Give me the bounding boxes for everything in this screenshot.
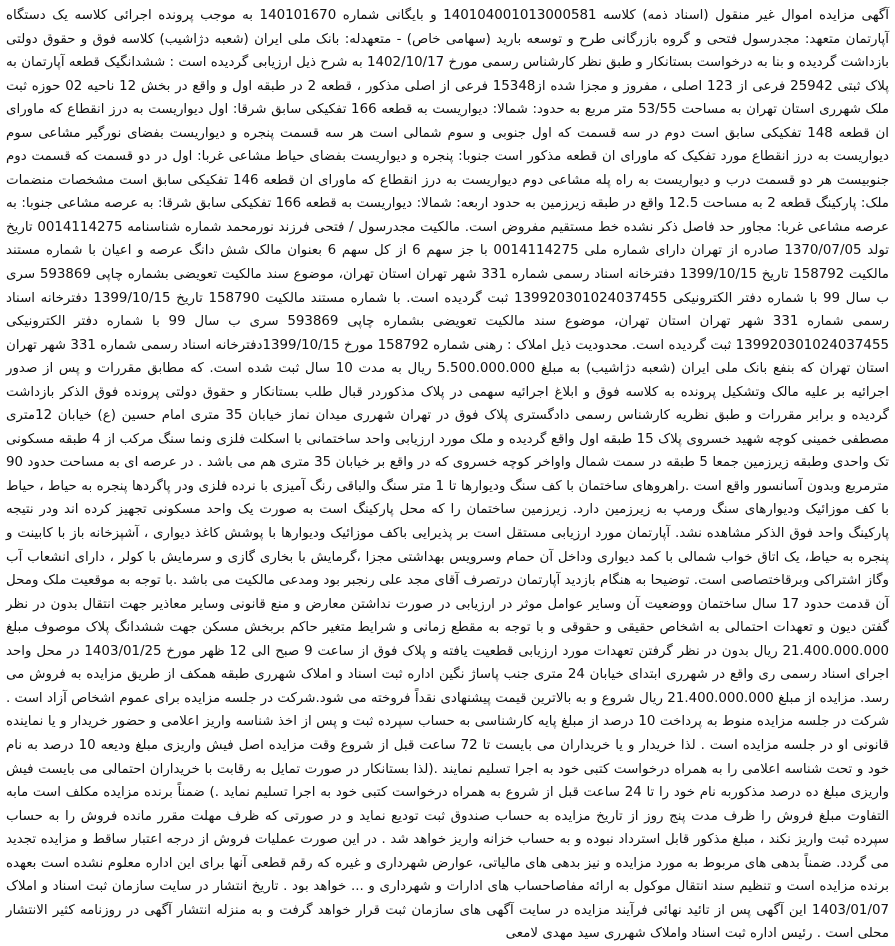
auction-notice-text: آگهی مزایده اموال غیر منقول (اسناد ذمه) کلاسه 140104001013000581 و بایگانی شماره 140101670 به موجب پرونده اجرائی کلاسه یک دستگاه آپارتمان متعهد: مجدرسول فتحی و گروه بازرگانی طرح و توسعه بارید (سهامی خاص) - متعهدله: بانک ملی ایران (شعبه دژاشیب) کلاسه فوق و حقوق دولتی بازداشت گردیده و بنا به درخواست بستانکار و طبق نظر کارشناس رسمی مورخ 1402/10/17 به شرح ذیل ارزیابی گردیده است : ششدانگیک قطعه آپارتمان به پلاک ثبتی 25942 فرعی از 123 اصلی ، مفروز و مجزا شده از15348 فرعی از اصلی مذکور ، قطعه 2 در طبقه اول و واقع در بخش 12 ناحیه 02 حوزه ثبت ملک شهرری استان تهران به مساحت 53/55 متر مربع به حدود: شمالا: دیواریست به قطعه 166 تفکیکی سابق شرقا: اول دیواریست به درز انقطاع که ماورای ان قطعه 148 تفکیکی سابق است دوم در سه قسمت که اول جنوبی و سوم شمالی است هر سه قسمت پنجره و دیواریست بفضای نورگیر مشاعی سوم دیواریست به درز انقطاع مورد تفکیک که ماورای ان قطعه مذکور است جنوبا: پنجره و دیواریست بفضای حیاط مشاعی غربا: اول در دو قسمت که قسمت دوم جنوبیست هر دو قسمت درب و دیواریست به راه پله مشاعی دوم دیواریست به درز انقطاع که ماورای ان قطعه 146 تفکیکی سابق است مشخصات منضمات ملک: پارکینگ قطعه 2 به مساحت 12.5 واقع در طبقه زیرزمین به حدود اربعه: شمالا: دیواریست به قطعه 166 تفکیکی سابق شرقا: به عرصه مشاعی جنوبا: به عرصه مشاعی غربا: مجاور حد فاصل ذکر نشده خط مستقیم مفروض است. مالکیت مجدرسول / فتحی فرزند نورمحمد شماره شناسنامه 0014114275 تاریخ تولد 1370/07/05 صادره از تهران دارای شماره ملی 0014114275 با جز سهم 6 از کل سهم 6 بعنوان مالک شش دانگ عرصه و اعیان با شماره مستند مالکیت 158792 تاریخ 1399/10/15 دفترخانه اسناد رسمی شماره 331 شهر تهران استان تهران، موضوع سند مالکیت تعویضی بشماره چاپی 593869 سری ب سال 99 با شماره دفتر الکترونیکی 139920301024037455 ثبت گردیده است. با شماره مستند مالکیت 158790 تاریخ 1399/10/15 دفترخانه اسناد رسمی شماره 331 شهر تهران استان تهران، موضوع سند مالکیت تعویضی بشماره چاپی 593869 سری ب سال 99 با شماره دفتر الکترونیکی 139920301024037455 ثبت گردیده است. محدودیت ذیل املاک : رهنی شماره 158792 مورخ 1399/10/15دفترخانه اسناد رسمی شماره 331 شهر تهران استان تهران که بنفع بانک ملی ایران (شعبه دژاشیب) به مبلغ 5.500.000.000 ریال به مدت 10 سال ثبت شده است. که مطابق مقررات و پس از صدور اجرائیه بر علیه مالک وتشکیل پرونده به کلاسه فوق و ابلاغ اجرائیه سهمی در پلاک مذکوردر قبال طلب بستانکار و حقوق دولتی پرونده فوق الذکر بازداشت گردیده و برابر مقررات و طبق نظریه کارشناس رسمی دادگستری پلاک فوق در تهران شهرری میدان نماز خیابان 35 متری امام حسین (ع) خیابان 12متری مصطفی خمینی کوچه شهید خسروی پلاک 15 طبقه اول واقع گردیده و ملک مورد ارزیابی واحد ساختمانی با اسکلت فلزی ونما سنگ مرکب از 4 طبقه مسکونی تک واحدی وطبقه زیرزمین جمعا 5 طبقه در سمت شمال واواخر کوچه خسروی که در واقع بر خیابان 35 متری هم می باشد . در عرصه ای به مساحت حدود 90 مترمربع وبدون آسانسور واقع است .راهروهای ساختمان با کف سنگ ودیوارها تا 1 متر سنگ والباقی رنگ آمیزی با نرده فلزی ودر پاگردها پنجره به حیاط ، حیاط با کف موزائیک ودیوارهای سنگ ورمپ به زیرزمین دارد. زیرزمین ساختمان را که محل پارکینگ است به صورت یک واحد مسکونی تجهیز کرده اند ودر نتیجه پارکینگ واحد فوق الذکر مشاهده نشد. آپارتمان مورد ارزیابی مستقل است بر پذیرایی باکف موزائیک ودیوارها با پوشش کاغذ دیواری ، آشپزخانه باز با کابینت و پنجره به حیاط، یک اتاق خواب شمالی با کمد دیواری وداخل آن حمام وسرویس بهداشتی مجزا ،گرمایش با بخاری گازی و سرمایش با کولر ، دارای انشعاب آب وگاز اشتراکی وبرقاختصاصی است. توضیحا به هنگام بازدید آپارتمان درتصرف آقای مجد علی رنجبر بود ومدعی مالکیت می باشد .با توجه به موقعیت ملک ومحل آن قدمت حدود 17 سال ساختمان ووضعیت آن وسایر عوامل موثر در ارزیابی در صورت نداشتن معارض و منع قانونی وسایر معاذیر جهت انتقال بدون در نظر گفتن دیون و تعهدات احتمالی به اشخاص حقیقی و حقوقی و با توجه به مقطع زمانی و شرایط متغیر حاکم بربخش مسکن جهت ششدانگ پلاک موصوف مبلغ 21.400.000.000 ریال بدون در نظر گرفتن تعهدات مورد ارزیابی قطعیت یافته و پلاک فوق از ساعت 9 صبح الی 12 ظهر مورخ 1403/01/25 در محل واحد اجرای اسناد رسمی ری واقع در شهرری ابتدای خیابان 24 متری جنب پاساژ نگین اداره ثبت اسناد و املاک شهرری طبقه همکف از طریق مزایده به فروش می رسد. مزایده از مبلغ 21.400.000.000 ریال شروع و به بالاترین قیمت پیشنهادی نقداً فروخته می شود.شرکت در جلسه مزایده برای عموم اشخاص آزاد است . شرکت در جلسه مزایده منوط به پرداخت 10 درصد از مبلغ پایه کارشناسی به حساب سپرده ثبت و پس از اخذ شناسه واریز اعلامی و حضور خریدار و یا نماینده قانونی او در جلسه مزایده است . لذا خریدار و یا خریداران می بایست تا 72 ساعت قبل از شروع وقت مزایده اصل فیش واریزی مبلغ ودیعه 10 درصد به نام خود و تحت شناسه اعلامی را به همراه درخواست کتبی خود به اجرا تسلیم نمایند .(لذا بستانکار در صورت تمایل به رقابت با خریداران احتمالی می بایست فیش واریزی مبلغ ده درصد مذکوربه نام خود را تا 24 ساعت قبل از شروع به همراه درخواست کتبی خود به اجرا تسلیم نماید .) ضمناً برنده مزایده مکلف است مابه التفاوت مبلغ فروش را ظرف مدت پنج روز از تاریخ مزایده به حساب صندوق ثبت تودیع نماید و در صورتی که ظرف مهلت مقرر مانده فروش را به حساب سپرده ثبت واریز نکند ، مبلغ مذکور قابل استرداد نبوده و به حساب خزانه واریز خواهد شد . در این صورت عملیات فروش از درجه اعتبار ساقط و مزایده تجدید می گردد. ضمناً بدهی های مربوط به مورد مزایده و نیز بدهی های مالیاتی، عوارض شهرداری و غیره که رقم قطعی آنها برای این اداره معلوم نشده است بعهده برنده مزایده است و تنظیم سند انتقال موکول به ارائه مفاصاحساب های ادارات و شهرداری و ... خواهد بود . تاریخ انتشار در سایت سازمان ثبت اسناد و املاک 1403/01/07 این آگهی پس از تائید نهائی فرآیند مزایده در سایت آگهی های سازمان ثبت قرار خواهد گرفت و به منزله انتشار آگهی در روزنامه کثیر الانتشار محلی است . رئیس اداره ثبت اسناد واملاک شهرری سید مهدی لامعی	[6, 8, 890, 942]
